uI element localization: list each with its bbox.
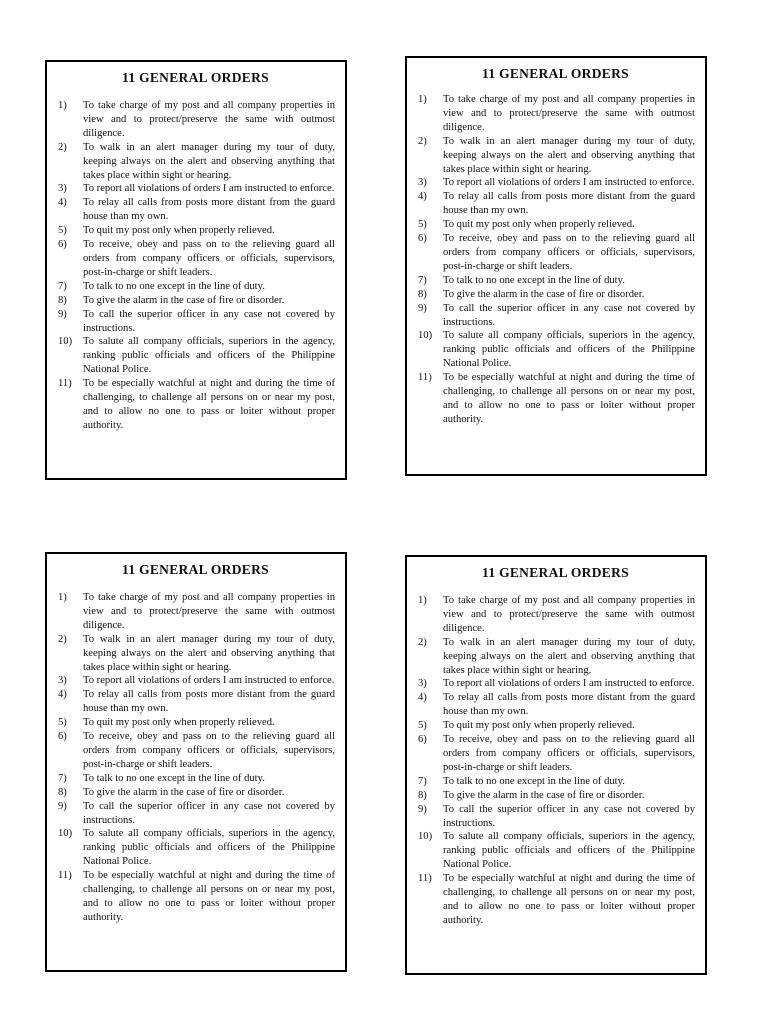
order-number: 8) [418,288,427,300]
order-text: To walk in an alert manager during my tour of duty, keeping always on the alert and observing anything that takes place within sight or hearing. [83,141,335,181]
order-item [56,335,335,377]
order-item [56,800,335,828]
orders-list [416,594,695,928]
order-number: 1) [58,592,67,603]
order-item [416,636,695,678]
order-text: To walk in an alert manager during my tour of duty, keeping always on the alert and observing anything that takes place within sight or hearing. [83,633,335,673]
order-number: 6) [58,731,67,743]
order-item [56,772,335,786]
order-item [56,674,335,688]
general-orders-card [405,56,707,476]
order-text: To talk to no one except in the line of duty. [83,772,265,784]
order-item [416,232,695,274]
order-number: 3) [418,678,427,690]
order-item [56,224,335,238]
order-text: To call the superior officer in any case not covered by instructions. [443,302,695,328]
order-item [56,786,335,800]
order-number: 8) [58,294,67,306]
order-item [416,190,695,218]
order-text: To talk to no one except in the line of duty. [443,775,625,787]
order-item [56,99,335,141]
order-number: 1) [418,94,427,105]
card-title: 11 GENERAL ORDERS [482,565,629,580]
order-number: 5) [418,720,427,732]
order-item [416,302,695,330]
order-item [416,135,695,177]
order-item [416,594,695,636]
order-item [416,691,695,719]
order-text: To be especially watchful at night and during the time of challenging, to challenge all persons on or near my post, and to allow no one to pass or loiter without proper authority. [83,870,335,923]
order-number: 11) [418,372,432,384]
order-item [56,182,335,196]
order-item [56,633,335,675]
order-text: To give the alarm in the case of fire or disorder. [443,288,645,300]
order-text: To salute all company officials, superiors in the agency, ranking public officials and officers of the Philippine National Police. [443,831,695,871]
order-text: To be especially watchful at night and during the time of challenging, to challenge all persons on or near my post, and to allow no one to pass or loiter without proper authority. [443,372,695,425]
order-number: 11) [58,870,72,882]
orders-list [56,591,335,925]
order-item [416,789,695,803]
order-number: 8) [418,789,427,801]
order-number: 9) [58,800,67,812]
order-number: 10) [58,828,73,840]
order-number: 3) [58,183,67,195]
order-number: 11) [58,378,72,390]
orders-list [56,99,335,433]
order-text: To receive, obey and pass on to the relieving guard all orders from company officers or officials, supervisors, post-in-charge or shift leaders. [83,731,335,770]
order-text: To give the alarm in the case of fire or disorder. [443,789,645,801]
order-item [416,830,695,872]
order-text: To call the superior officer in any case not covered by instructions. [443,803,695,829]
order-number: 7) [58,280,67,292]
order-number: 6) [418,233,427,245]
order-number: 9) [418,302,427,314]
order-number: 5) [58,717,67,729]
order-number: 2) [418,636,427,648]
order-number: 10) [418,330,433,342]
order-number: 4) [418,692,427,704]
order-item [416,371,695,427]
order-number: 6) [58,239,67,251]
order-item [56,591,335,633]
order-text: To quit my post only when properly relieved. [83,717,275,729]
order-text: To quit my post only when properly relieved. [83,225,275,237]
order-text: To receive, obey and pass on to the relieving guard all orders from company officers or officials, supervisors, post-in-charge or shift leaders. [443,734,695,773]
order-text: To give the alarm in the case of fire or disorder. [83,786,285,798]
order-number: 2) [58,141,67,153]
order-number: 1) [58,100,67,111]
order-number: 4) [418,191,427,203]
order-item [56,377,335,433]
order-number: 8) [58,786,67,798]
order-item [56,280,335,294]
card-title: 11 GENERAL ORDERS [122,70,269,85]
order-text: To relay all calls from posts more distant from the guard house than my own. [443,191,695,217]
order-item [416,719,695,733]
order-text: To quit my post only when properly relieved. [443,720,635,732]
order-text: To talk to no one except in the line of duty. [443,274,625,286]
order-text: To walk in an alert manager during my tour of duty, keeping always on the alert and observing anything that takes place within sight or hearing. [443,135,695,175]
order-item [56,827,335,869]
card-title: 11 GENERAL ORDERS [482,66,629,81]
order-text: To report all violations of orders I am instructed to enforce. [83,675,335,687]
order-text: To take charge of my post and all company properties in view and to protect/preserve the same with outmost diligence. [443,595,695,634]
order-text: To quit my post only when properly relieved. [443,219,635,231]
order-number: 9) [58,308,67,320]
order-item [416,803,695,831]
order-item [416,288,695,302]
order-text: To call the superior officer in any case not covered by instructions. [83,800,335,826]
order-text: To salute all company officials, superiors in the agency, ranking public officials and officers of the Philippine National Police. [443,330,695,370]
order-item [56,141,335,183]
order-text: To receive, obey and pass on to the relieving guard all orders from company officers or officials, supervisors, post-in-charge or shift leaders. [443,233,695,272]
order-text: To report all violations of orders I am instructed to enforce. [443,177,695,189]
order-item [56,730,335,772]
order-number: 3) [58,675,67,687]
order-text: To relay all calls from posts more distant from the guard house than my own. [443,692,695,718]
order-number: 5) [418,219,427,231]
general-orders-card [405,555,707,975]
order-text: To report all violations of orders I am instructed to enforce. [443,678,695,690]
order-number: 7) [418,775,427,787]
order-item [56,688,335,716]
order-item [416,274,695,288]
order-item [56,238,335,280]
order-item [416,677,695,691]
order-text: To report all violations of orders I am instructed to enforce. [83,183,335,195]
order-number: 10) [58,336,73,348]
orders-list [416,93,695,427]
order-text: To salute all company officials, superiors in the agency, ranking public officials and officers of the Philippine National Police. [83,336,335,376]
order-text: To receive, obey and pass on to the relieving guard all orders from company officers or officials, supervisors, post-in-charge or shift leaders. [83,239,335,278]
order-text: To walk in an alert manager during my tour of duty, keeping always on the alert and observing anything that takes place within sight or hearing. [443,636,695,676]
order-item [416,218,695,232]
order-number: 2) [418,135,427,147]
order-text: To relay all calls from posts more distant from the guard house than my own. [83,689,335,715]
order-number: 5) [58,225,67,237]
order-item [56,716,335,730]
order-number: 4) [58,689,67,701]
order-number: 7) [418,274,427,286]
order-item [56,196,335,224]
order-item [56,308,335,336]
order-number: 10) [418,831,433,843]
order-text: To give the alarm in the case of fire or disorder. [83,294,285,306]
order-number: 9) [418,803,427,815]
order-text: To take charge of my post and all company properties in view and to protect/preserve the same with outmost diligence. [83,592,335,631]
order-number: 7) [58,772,67,784]
order-text: To call the superior officer in any case not covered by instructions. [83,308,335,334]
order-item [56,294,335,308]
order-item [416,176,695,190]
order-text: To talk to no one except in the line of duty. [83,280,265,292]
order-text: To be especially watchful at night and during the time of challenging, to challenge all persons on or near my post, and to allow no one to pass or loiter without proper authority. [83,378,335,431]
general-orders-card [45,60,347,480]
general-orders-card [45,552,347,972]
order-item [416,733,695,775]
order-item [56,869,335,925]
card-title: 11 GENERAL ORDERS [122,562,269,577]
order-number: 2) [58,633,67,645]
order-number: 4) [58,197,67,209]
order-text: To be especially watchful at night and during the time of challenging, to challenge all persons on or near my post, and to allow no one to pass or loiter without proper authority. [443,873,695,926]
order-number: 1) [418,595,427,606]
order-text: To take charge of my post and all company properties in view and to protect/preserve the same with outmost diligence. [443,94,695,133]
order-text: To relay all calls from posts more distant from the guard house than my own. [83,197,335,223]
order-number: 3) [418,177,427,189]
order-item [416,872,695,928]
order-text: To take charge of my post and all company properties in view and to protect/preserve the same with outmost diligence. [83,100,335,139]
order-text: To salute all company officials, superiors in the agency, ranking public officials and officers of the Philippine National Police. [83,828,335,868]
order-number: 6) [418,734,427,746]
order-item [416,775,695,789]
order-item [416,93,695,135]
order-item [416,329,695,371]
order-number: 11) [418,873,432,885]
